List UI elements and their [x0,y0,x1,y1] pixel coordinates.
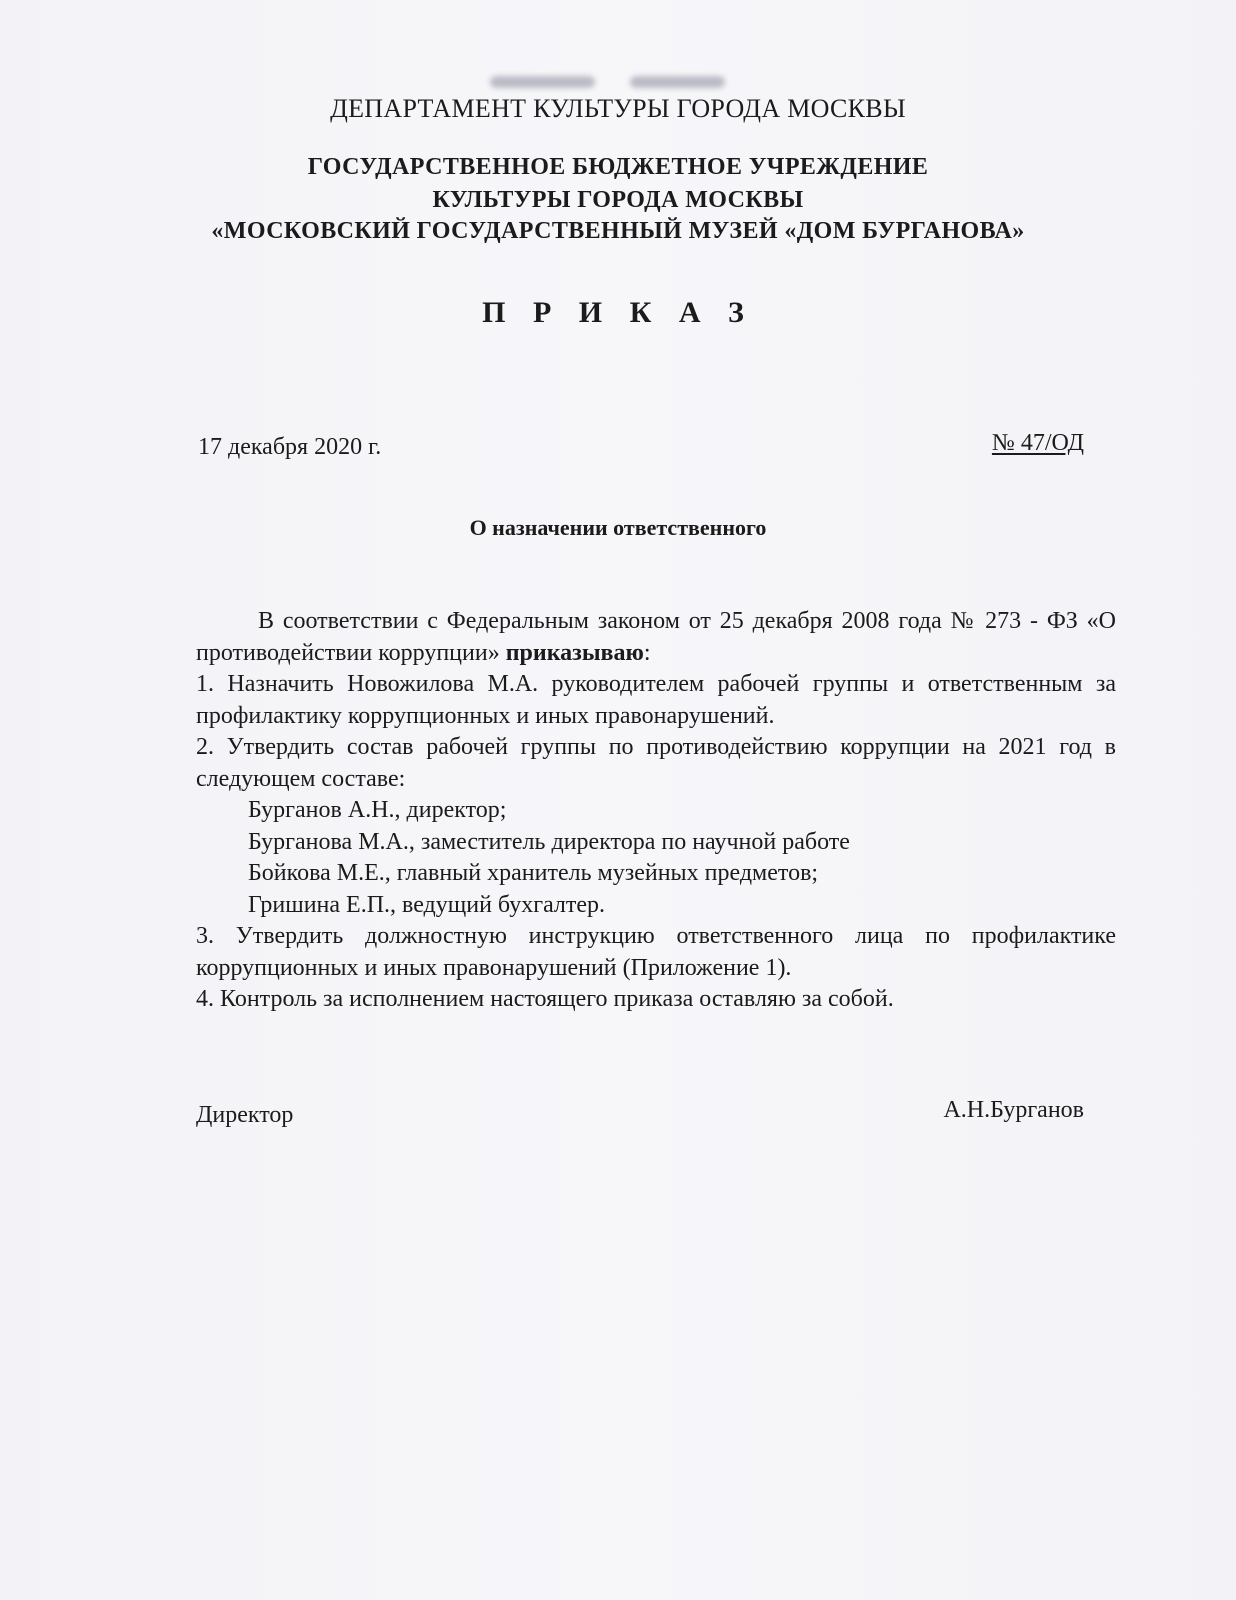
order-subject: О назначении ответственного [469,515,767,540]
group-member: Бурганова М.А., заместитель директора по научной работе [248,828,850,855]
order-date: 17 декабря 2020 г. [198,434,382,460]
blurred-stamp-mark [490,70,740,96]
signatory-name: А.Н.Бурганов [943,1097,1084,1123]
preamble-colon: : [643,639,651,666]
organization-name-line-3: «МОСКОВСКИЙ ГОСУДАРСТВЕННЫЙ МУЗЕЙ «ДОМ БУРГАНОВА» [211,218,1025,244]
signatory-title: Директор [196,1102,294,1128]
order-item-4: 4. Контроль за исполнением настоящего приказа оставляю за собой. [196,986,894,1012]
preamble-text: В соответствии с Федеральным законом от 25 декабря 2008 года № 273 - ФЗ «О противодействии коррупции» [196,608,1116,666]
order-body [196,606,1116,1016]
preamble-command: приказываю [505,639,644,666]
department-name: ДЕПАРТАМЕНТ КУЛЬТУРЫ ГОРОДА МОСКВЫ [330,94,906,123]
order-item-1: 1. Назначить Новожилова М.А. руководителем рабочей группы и ответственным за профилактику коррупционных и иных правонарушений. [196,671,1116,729]
order-item-3: 3. Утвердить должностную инструкцию ответственного лица по профилактике коррупционных и иных правонарушений (Приложение 1). [196,923,1116,981]
document-type-title: П Р И К А З [482,296,754,329]
order-item-2: 2. Утвердить состав рабочей группы по противодействию коррупции на 2021 год в следующем составе: [196,734,1116,792]
order-number: № 47/ОД [991,430,1084,456]
preamble-paragraph [196,606,1116,669]
group-member: Бойкова М.Е., главный хранитель музейных предметов; [248,860,819,886]
organization-name-line-2: КУЛЬТУРЫ ГОРОДА МОСКВЫ [432,187,804,213]
group-member: Гришина Е.П., ведущий бухгалтер. [248,891,606,918]
group-member: Бурганов А.Н., директор; [248,797,507,823]
organization-name-line-1: ГОСУДАРСТВЕННОЕ БЮДЖЕТНОЕ УЧРЕЖДЕНИЕ [307,154,929,180]
